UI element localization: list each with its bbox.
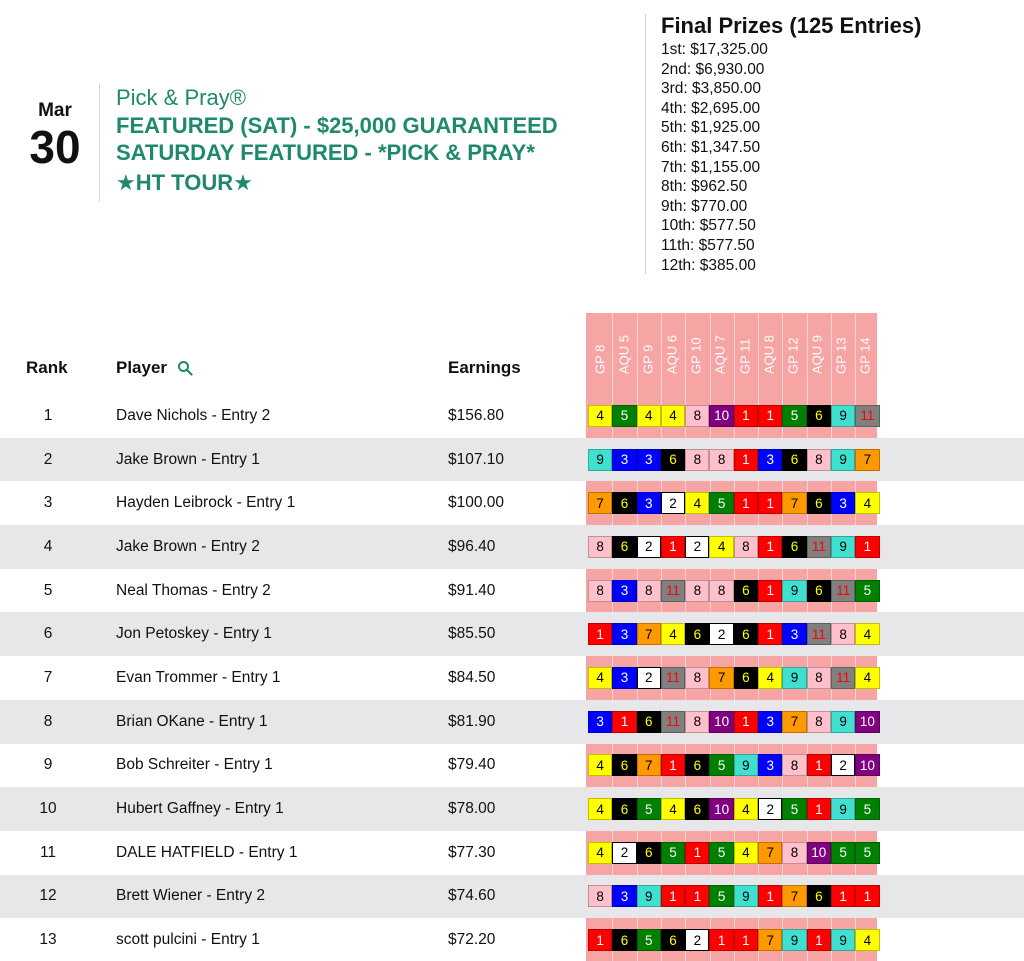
pick-badge: 1 (588, 623, 612, 645)
table-row[interactable] (0, 918, 1024, 961)
player-cell[interactable]: Neal Thomas - Entry 2 (116, 581, 271, 599)
pick-badge: 9 (831, 536, 855, 558)
pick-badge: 5 (831, 842, 855, 864)
table-row[interactable] (0, 569, 1024, 613)
pick-badge: 3 (758, 449, 782, 471)
race-header (636, 313, 660, 397)
pick-badge: 6 (612, 929, 636, 951)
pick-badge: 8 (637, 580, 661, 602)
prize-item: 8th: $962.50 (661, 178, 748, 196)
pick-badge: 1 (661, 754, 685, 776)
pick-badge: 3 (831, 492, 855, 514)
pick-badge: 7 (855, 449, 879, 471)
pick-badge: 8 (685, 405, 709, 427)
pick-badge: 11 (807, 536, 831, 558)
header-divider (99, 84, 100, 202)
race-header (588, 313, 612, 397)
rank-cell: 1 (43, 406, 53, 424)
prize-item: 9th: $770.00 (661, 197, 748, 215)
pick-badge: 1 (807, 798, 831, 820)
pick-badge: 8 (709, 580, 733, 602)
race-header (853, 313, 877, 397)
pick-badge: 7 (782, 711, 806, 733)
race-header (708, 313, 732, 397)
pick-badge: 9 (831, 929, 855, 951)
pick-badge: 1 (758, 623, 782, 645)
earnings-cell: $96.40 (448, 537, 496, 555)
pick-badge: 11 (807, 623, 831, 645)
pick-badge: 4 (855, 492, 879, 514)
pick-badge: 6 (661, 449, 685, 471)
race-header-label: AQU 7 (712, 334, 728, 374)
pick-badge: 2 (831, 754, 855, 776)
rank-cell: 6 (43, 625, 53, 643)
pick-badge: 8 (685, 667, 709, 689)
picks-cell (588, 449, 880, 471)
pick-badge: 10 (855, 754, 879, 776)
table-row[interactable] (0, 700, 1024, 744)
player-cell[interactable]: Evan Trommer - Entry 1 (116, 668, 281, 686)
pick-badge: 6 (782, 449, 806, 471)
pick-badge: 1 (661, 536, 685, 558)
pick-badge: 2 (661, 492, 685, 514)
pick-badge: 7 (782, 492, 806, 514)
pick-badge: 3 (612, 449, 636, 471)
prizes-divider (645, 14, 646, 274)
pick-badge: 3 (612, 885, 636, 907)
event-date (18, 100, 92, 173)
pick-badge: 4 (855, 667, 879, 689)
earnings-cell: $91.40 (448, 581, 496, 599)
pick-badge: 7 (588, 492, 612, 514)
table-row[interactable] (0, 656, 1024, 700)
pick-badge: 8 (685, 449, 709, 471)
pick-badge: 4 (709, 536, 733, 558)
pick-badge: 2 (685, 536, 709, 558)
pick-badge: 11 (855, 405, 879, 427)
pick-badge: 2 (612, 842, 636, 864)
pick-badge: 3 (637, 449, 661, 471)
event-tour: ★HT TOUR★ (116, 170, 253, 195)
picks-cell (588, 842, 880, 864)
table-row[interactable] (0, 744, 1024, 788)
event-month: Mar (38, 100, 72, 121)
pick-badge: 11 (831, 667, 855, 689)
pick-badge: 6 (637, 842, 661, 864)
pick-badge: 5 (782, 798, 806, 820)
pick-badge: 3 (637, 492, 661, 514)
table-row[interactable] (0, 481, 1024, 525)
prize-item: 1st: $17,325.00 (661, 41, 768, 58)
table-row[interactable] (0, 394, 1024, 438)
pick-badge: 9 (831, 711, 855, 733)
pick-badge: 4 (588, 754, 612, 776)
pick-badge: 4 (588, 667, 612, 689)
race-header-label: GP 12 (785, 337, 801, 374)
pick-badge: 11 (831, 580, 855, 602)
pick-badge: 11 (661, 667, 685, 689)
prize-list (661, 40, 1001, 275)
pick-badge: 6 (612, 754, 636, 776)
pick-badge: 6 (807, 492, 831, 514)
prize-item: 6th: $1,347.50 (661, 138, 761, 156)
table-row[interactable] (0, 831, 1024, 875)
rank-cell: 8 (43, 712, 53, 730)
pick-badge: 6 (807, 885, 831, 907)
pick-badge: 6 (612, 536, 636, 558)
pick-badge: 8 (782, 754, 806, 776)
race-header (781, 313, 805, 397)
earnings-cell: $78.00 (448, 800, 496, 818)
pick-badge: 5 (709, 885, 733, 907)
pick-badge: 5 (637, 929, 661, 951)
pick-badge: 8 (734, 536, 758, 558)
prize-item: 12th: $385.00 (661, 256, 756, 274)
pick-badge: 9 (831, 798, 855, 820)
earnings-cell: $100.00 (448, 494, 505, 512)
race-header-label: AQU 6 (664, 334, 680, 374)
pick-badge: 8 (807, 711, 831, 733)
pick-badge: 9 (782, 580, 806, 602)
earnings-cell: $85.50 (448, 625, 496, 643)
pick-badge: 8 (709, 449, 733, 471)
event-title-line-1: FEATURED (SAT) - $25,000 GUARANTEED (116, 113, 558, 138)
earnings-cell: $81.90 (448, 712, 496, 730)
pick-badge: 1 (588, 929, 612, 951)
player-cell[interactable]: DALE HATFIELD - Entry 1 (116, 843, 298, 861)
column-header-player[interactable] (116, 358, 193, 378)
pick-badge: 5 (782, 405, 806, 427)
pick-badge: 5 (855, 842, 879, 864)
player-cell[interactable]: Jake Brown - Entry 1 (116, 450, 260, 468)
pick-badge: 3 (758, 754, 782, 776)
race-header-label: GP 11 (737, 338, 752, 374)
rank-cell: 12 (39, 887, 57, 905)
pick-badge: 7 (637, 623, 661, 645)
picks-cell (588, 536, 880, 558)
pick-badge: 10 (807, 842, 831, 864)
pick-badge: 1 (734, 405, 758, 427)
player-cell[interactable]: scott pulcini - Entry 1 (116, 931, 260, 949)
race-header (805, 313, 829, 397)
pick-badge: 5 (637, 798, 661, 820)
rank-cell: 9 (43, 756, 53, 774)
pick-badge: 5 (709, 492, 733, 514)
race-header (684, 313, 708, 397)
race-header (732, 313, 756, 397)
pick-badge: 4 (588, 842, 612, 864)
pick-badge: 2 (709, 623, 733, 645)
pick-badge: 3 (588, 711, 612, 733)
pick-badge: 4 (588, 405, 612, 427)
rank-cell: 5 (43, 581, 53, 599)
pick-badge: 1 (831, 885, 855, 907)
pick-badge: 3 (612, 580, 636, 602)
column-header-earnings[interactable]: Earnings (448, 358, 521, 377)
prize-item: 2nd: $6,930.00 (661, 60, 765, 78)
pick-badge: 9 (831, 405, 855, 427)
pick-badge: 4 (855, 623, 879, 645)
final-prizes (661, 12, 1001, 275)
player-cell[interactable]: Brian OKane - Entry 1 (116, 712, 268, 730)
race-header-label: AQU 8 (761, 334, 777, 374)
pick-badge: 1 (855, 885, 879, 907)
pick-badge: 10 (709, 711, 733, 733)
pick-badge: 1 (758, 885, 782, 907)
pick-badge: 7 (637, 754, 661, 776)
race-header (612, 313, 636, 397)
pick-badge: 10 (709, 405, 733, 427)
player-cell[interactable]: Hubert Gaffney - Entry 1 (116, 800, 284, 818)
pick-badge: 6 (807, 405, 831, 427)
player-cell[interactable]: Brett Wiener - Entry 2 (116, 887, 266, 905)
rank-cell: 10 (39, 800, 57, 818)
search-icon[interactable] (177, 360, 193, 376)
pick-badge: 7 (758, 842, 782, 864)
pick-badge: 1 (612, 711, 636, 733)
player-cell[interactable]: Bob Schreiter - Entry 1 (116, 756, 273, 774)
pick-badge: 8 (588, 580, 612, 602)
pick-badge: 1 (734, 711, 758, 733)
pick-badge: 8 (588, 885, 612, 907)
race-header (829, 313, 853, 397)
pick-badge: 1 (807, 754, 831, 776)
event-day: 30 (29, 121, 81, 173)
pick-badge: 5 (661, 842, 685, 864)
picks-cell (588, 798, 880, 820)
earnings-cell: $107.10 (448, 450, 505, 468)
pick-badge: 5 (855, 798, 879, 820)
event-title (116, 84, 636, 199)
pick-badge: 9 (782, 929, 806, 951)
rank-cell: 4 (43, 537, 53, 555)
pick-badge: 2 (637, 536, 661, 558)
pick-badge: 7 (782, 885, 806, 907)
pick-badge: 5 (709, 842, 733, 864)
picks-cell (588, 492, 880, 514)
pick-badge: 1 (734, 492, 758, 514)
pick-badge: 8 (807, 449, 831, 471)
prize-item: 3rd: $3,850.00 (661, 80, 761, 98)
pick-badge: 8 (782, 842, 806, 864)
pick-badge: 8 (685, 580, 709, 602)
rank-cell: 3 (43, 494, 53, 512)
pick-badge: 5 (709, 754, 733, 776)
event-brand: Pick & Pray® (116, 85, 246, 110)
pick-badge: 8 (831, 623, 855, 645)
pick-badge: 4 (661, 405, 685, 427)
pick-badge: 2 (637, 667, 661, 689)
leaderboard-rows (0, 394, 1024, 961)
table-row[interactable] (0, 438, 1024, 482)
column-header-rank[interactable]: Rank (26, 358, 68, 377)
race-header-label: AQU 5 (616, 334, 632, 374)
pick-badge: 2 (685, 929, 709, 951)
pick-badge: 3 (782, 623, 806, 645)
race-header-label: GP 10 (688, 337, 704, 374)
picks-cell (588, 405, 880, 427)
pick-badge: 1 (807, 929, 831, 951)
pick-badge: 4 (661, 623, 685, 645)
event-title-line-2: SATURDAY FEATURED - *PICK & PRAY* (116, 140, 535, 165)
picks-cell (588, 929, 880, 951)
earnings-cell: $79.40 (448, 756, 496, 774)
pick-badge: 6 (685, 623, 709, 645)
pick-badge: 1 (709, 929, 733, 951)
pick-badge: 11 (661, 711, 685, 733)
pick-badge: 5 (612, 405, 636, 427)
pick-badge: 4 (734, 798, 758, 820)
earnings-cell: $72.20 (448, 931, 496, 949)
player-cell[interactable]: Jon Petoskey - Entry 1 (116, 625, 272, 643)
pick-badge: 4 (734, 842, 758, 864)
earnings-cell: $74.60 (448, 887, 496, 905)
pick-badge: 1 (758, 492, 782, 514)
player-cell[interactable]: Hayden Leibrock - Entry 1 (116, 494, 296, 512)
picks-cell (588, 580, 880, 602)
pick-badge: 1 (685, 885, 709, 907)
earnings-cell: $156.80 (448, 406, 505, 424)
pick-badge: 3 (612, 667, 636, 689)
pick-badge: 9 (637, 885, 661, 907)
pick-badge: 7 (758, 929, 782, 951)
picks-cell (588, 885, 880, 907)
race-header-label: GP 14 (857, 337, 873, 374)
table-row[interactable] (0, 787, 1024, 831)
pick-badge: 8 (588, 536, 612, 558)
prize-item: 10th: $577.50 (661, 217, 756, 235)
pick-badge: 1 (661, 885, 685, 907)
pick-badge: 2 (758, 798, 782, 820)
pick-badge: 4 (588, 798, 612, 820)
prize-item: 7th: $1,155.00 (661, 158, 761, 176)
pick-badge: 8 (685, 711, 709, 733)
pick-badge: 1 (855, 536, 879, 558)
prize-item: 5th: $1,925.00 (661, 119, 761, 137)
picks-cell (588, 667, 880, 689)
pick-badge: 6 (734, 580, 758, 602)
pick-badge: 4 (685, 492, 709, 514)
pick-badge: 4 (661, 798, 685, 820)
pick-badge: 6 (734, 623, 758, 645)
pick-badge: 4 (855, 929, 879, 951)
prizes-title: Final Prizes (125 Entries) (661, 13, 922, 38)
pick-badge: 6 (685, 798, 709, 820)
picks-cell (588, 623, 880, 645)
race-header (757, 313, 781, 397)
picks-cell (588, 711, 880, 733)
pick-badge: 9 (831, 449, 855, 471)
prize-item: 11th: $577.50 (661, 236, 755, 254)
earnings-cell: $77.30 (448, 843, 496, 861)
pick-badge: 1 (758, 536, 782, 558)
pick-badge: 4 (758, 667, 782, 689)
race-header (660, 313, 684, 397)
pick-badge: 9 (588, 449, 612, 471)
pick-badge: 6 (782, 536, 806, 558)
race-header-label: GP 8 (592, 344, 608, 374)
pick-badge: 1 (758, 580, 782, 602)
column-header-player-label: Player (116, 358, 168, 377)
pick-badge: 3 (758, 711, 782, 733)
pick-badge: 9 (734, 754, 758, 776)
pick-badge: 8 (807, 667, 831, 689)
pick-badge: 9 (734, 885, 758, 907)
pick-badge: 6 (807, 580, 831, 602)
race-header-label: GP 13 (833, 337, 849, 374)
picks-cell (588, 754, 880, 776)
table-row[interactable] (0, 875, 1024, 919)
pick-badge: 1 (734, 449, 758, 471)
race-headers (586, 313, 877, 397)
pick-badge: 7 (709, 667, 733, 689)
pick-badge: 1 (734, 929, 758, 951)
pick-badge: 11 (661, 580, 685, 602)
pick-badge: 1 (758, 405, 782, 427)
rank-cell: 7 (43, 668, 53, 686)
table-row[interactable] (0, 612, 1024, 656)
pick-badge: 6 (685, 754, 709, 776)
prize-item: 4th: $2,695.00 (661, 99, 761, 117)
race-header-label: GP 9 (640, 344, 656, 374)
rank-cell: 11 (39, 843, 57, 861)
pick-badge: 9 (782, 667, 806, 689)
player-cell[interactable]: Dave Nichols - Entry 2 (116, 406, 271, 424)
pick-badge: 10 (855, 711, 879, 733)
rank-cell: 13 (39, 931, 57, 949)
player-cell[interactable]: Jake Brown - Entry 2 (116, 537, 260, 555)
pick-badge: 6 (637, 711, 661, 733)
pick-badge: 10 (709, 798, 733, 820)
earnings-cell: $84.50 (448, 668, 496, 686)
pick-badge: 5 (855, 580, 879, 602)
race-header-label: AQU 9 (809, 334, 825, 374)
pick-badge: 6 (734, 667, 758, 689)
pick-badge: 6 (612, 492, 636, 514)
pick-badge: 3 (612, 623, 636, 645)
table-row[interactable] (0, 525, 1024, 569)
pick-badge: 4 (637, 405, 661, 427)
pick-badge: 6 (612, 798, 636, 820)
pick-badge: 6 (661, 929, 685, 951)
rank-cell: 2 (43, 450, 53, 468)
pick-badge: 1 (685, 842, 709, 864)
